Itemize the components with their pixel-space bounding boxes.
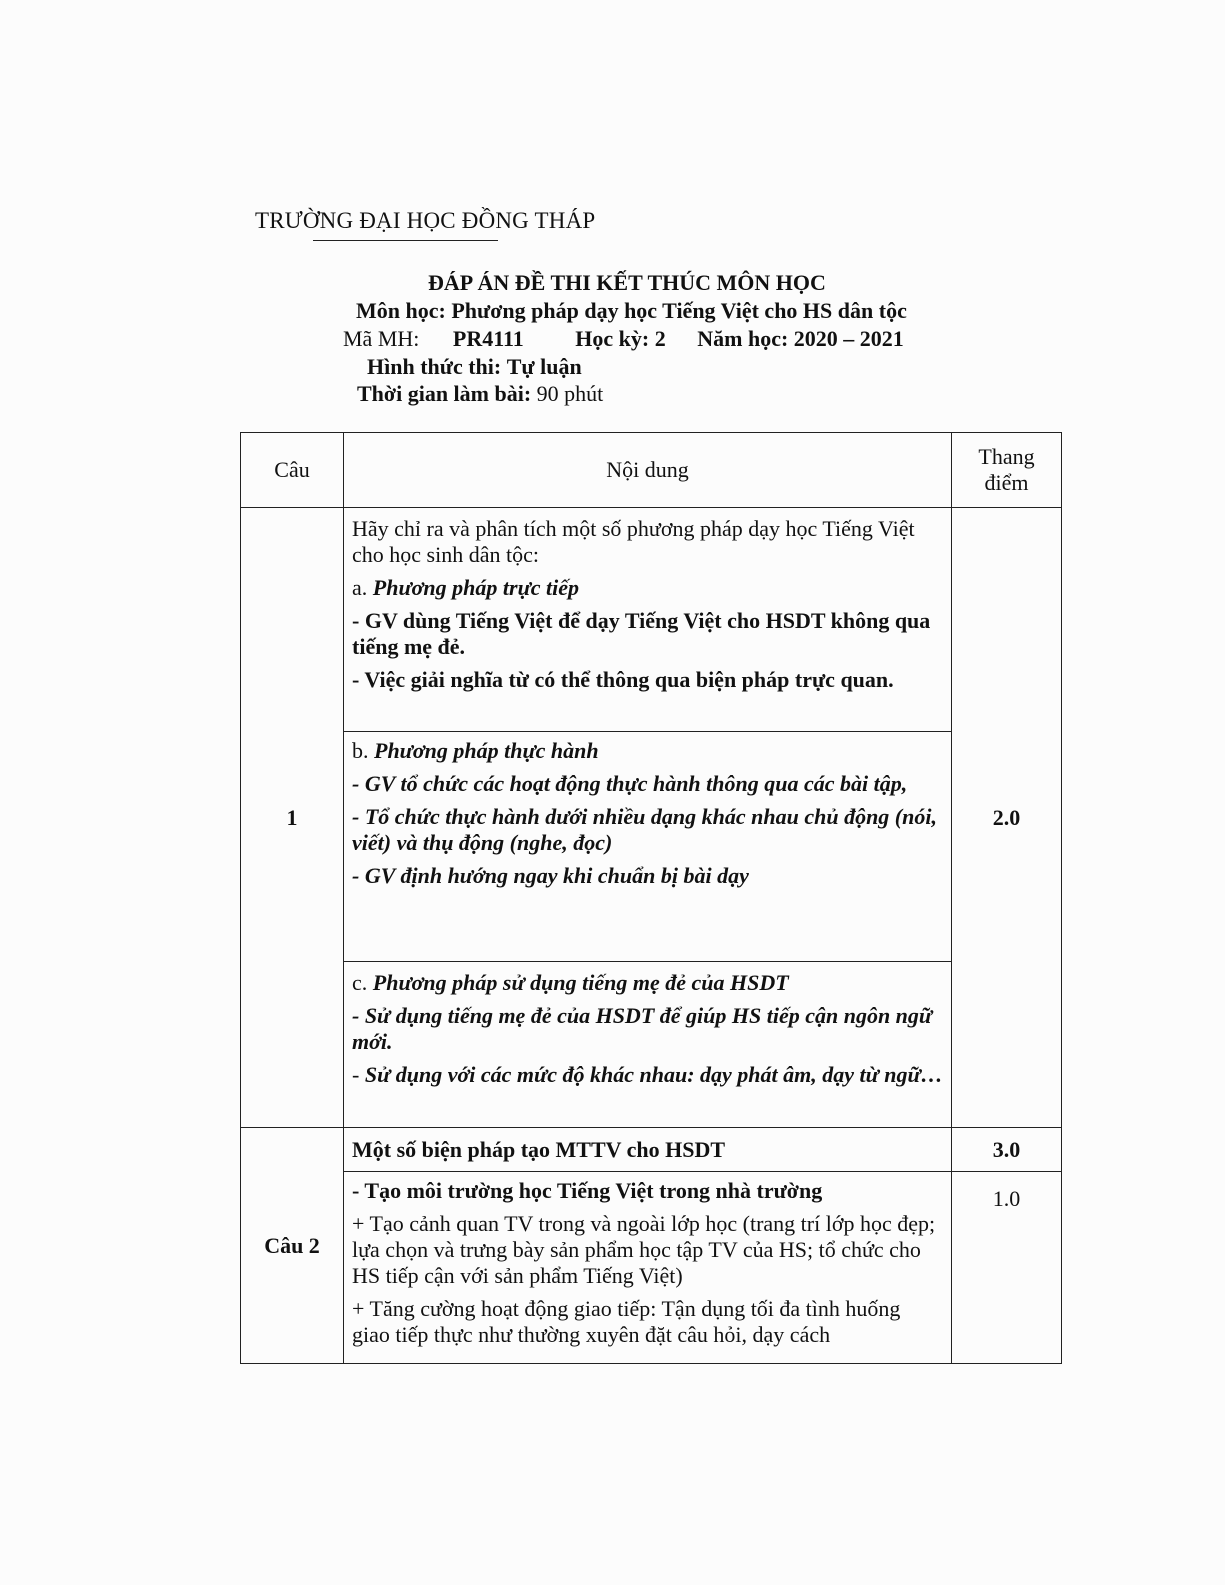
- q2-label: Câu 2: [241, 1128, 344, 1364]
- q1-part-a: [344, 508, 952, 732]
- header-question: Câu: [241, 433, 344, 508]
- header-score-line2: điểm: [984, 470, 1029, 495]
- q1-c-heading: c. Phương pháp sử dụng tiếng mẹ đẻ của HSDT: [352, 970, 789, 995]
- q2-sub-score: 1.0: [952, 1172, 1062, 1364]
- q1-part-b: [344, 732, 952, 962]
- subject-label: Môn học:: [356, 298, 446, 323]
- q2-heading: Một số biện pháp tạo MTTV cho HSDT: [344, 1128, 952, 1172]
- doc-title: ĐÁP ÁN ĐỀ THI KẾT THÚC MÔN HỌC: [428, 270, 826, 295]
- table-header-row: [241, 433, 1062, 508]
- school-underline: [313, 240, 498, 241]
- q1-c-line1: - Sử dụng tiếng mẹ đẻ của HSDT để giúp HS tiếp cận ngôn ngữ mới.: [352, 1003, 933, 1054]
- q1-b-line2: - Tổ chức thực hành dưới nhiều dạng khác nhau chủ động (nói, viết) và thụ động (nghe, đọc): [352, 804, 937, 855]
- table-row: [241, 508, 1062, 732]
- duration-line: [357, 381, 603, 407]
- code-line: [343, 326, 904, 352]
- code-value: PR4111: [452, 326, 524, 351]
- exam-form-label: Hình thức thi:: [367, 354, 502, 379]
- exam-form-value: Tự luận: [506, 354, 582, 379]
- school-name: TRƯỜNG ĐẠI HỌC ĐỒNG THÁP: [255, 208, 596, 233]
- q1-a-line1: - GV dùng Tiếng Việt để dạy Tiếng Việt cho HSDT không qua tiếng mẹ đẻ.: [352, 608, 931, 659]
- answer-table: [240, 432, 1062, 1364]
- q2-item2: + Tăng cường hoạt động giao tiếp: Tận dụng tối đa tình huống giao tiếp thực như thường xuyên đặt câu hỏi, dạy cách: [352, 1296, 901, 1347]
- q2-sub-heading: - Tạo môi trường học Tiếng Việt trong nhà trường: [352, 1178, 823, 1203]
- exam-form-line: [367, 354, 582, 380]
- table-row: [241, 962, 1062, 1128]
- subject-line: [356, 298, 907, 324]
- duration-label: Thời gian làm bài:: [357, 381, 532, 406]
- table-row: [241, 732, 1062, 962]
- q1-intro: Hãy chỉ ra và phân tích một số phương pháp dạy học Tiếng Việt cho học sinh dân tộc:: [352, 516, 915, 567]
- q2-body: [344, 1172, 952, 1364]
- header-content: Nội dung: [344, 433, 952, 508]
- header-score: [952, 433, 1062, 508]
- q2-item1: + Tạo cảnh quan TV trong và ngoài lớp học (trang trí lớp học đẹp; lựa chọn và trưng bày sản phẩm học tập TV của HS; tổ chức cho HS tiếp cận với sản phẩm Tiếng Việt): [352, 1211, 936, 1288]
- q1-label: 1: [241, 508, 344, 1128]
- header-score-line1: Thang: [978, 444, 1035, 469]
- q1-b-line1: - GV tổ chức các hoạt động thực hành thông qua các bài tập,: [352, 771, 908, 796]
- q1-part-c: [344, 962, 952, 1128]
- duration-value: 90 phút: [536, 381, 604, 406]
- q1-c-line2: - Sử dụng với các mức độ khác nhau: dạy phát âm, dạy từ ngữ…: [352, 1062, 943, 1087]
- subject-value: Phương pháp dạy học Tiếng Việt cho HS dân tộc: [451, 298, 907, 323]
- q1-score: 2.0: [952, 508, 1062, 1128]
- school-year: Năm học: 2020 – 2021: [697, 326, 904, 351]
- table-row: [241, 1172, 1062, 1364]
- q1-a-line2: - Việc giải nghĩa từ có thể thông qua biện pháp trực quan.: [352, 667, 894, 692]
- table-row: [241, 1128, 1062, 1172]
- q1-a-heading: a. Phương pháp trực tiếp: [352, 575, 580, 600]
- q1-b-heading: b. Phương pháp thực hành: [352, 738, 599, 763]
- semester: Học kỳ: 2: [575, 326, 666, 351]
- q1-b-line3: - GV định hướng ngay khi chuẩn bị bài dạy: [352, 863, 749, 888]
- q2-heading-score: 3.0: [952, 1128, 1062, 1172]
- code-label: Mã MH:: [343, 326, 420, 351]
